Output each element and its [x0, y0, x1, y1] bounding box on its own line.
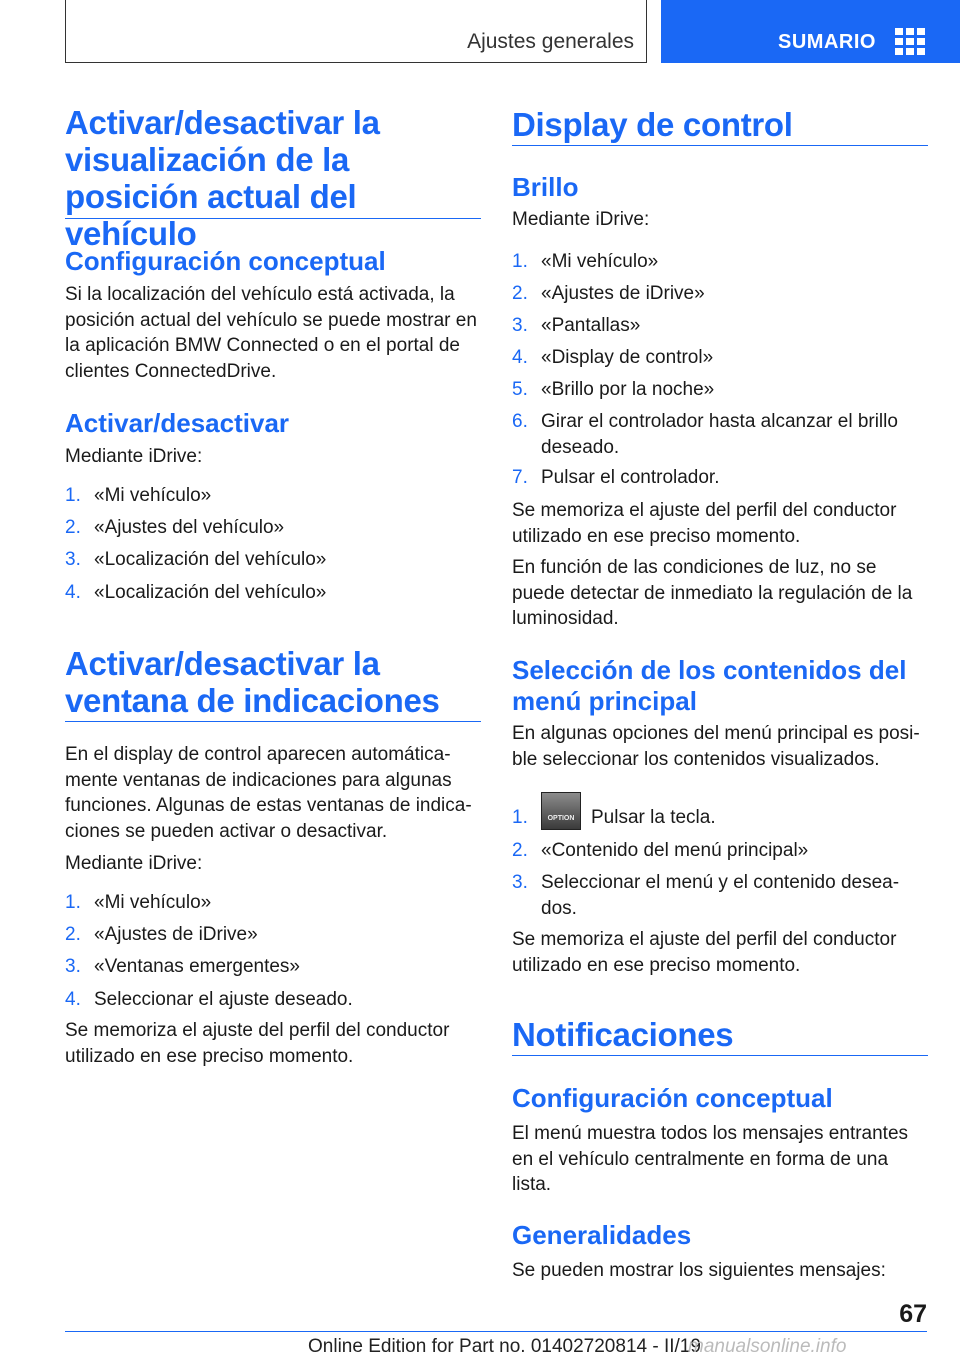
- list-item: 1. «Mi vehículo»: [65, 892, 212, 913]
- list-item: 4. «Localización del vehículo»: [65, 582, 327, 603]
- subheading-general: Generalidades: [512, 1220, 692, 1250]
- sumario-button[interactable]: [661, 0, 960, 63]
- list-item: 3. «Ventanas emergentes»: [65, 956, 300, 977]
- heading-rule: [65, 218, 481, 219]
- list-item: 6. Girar el controlador hasta alcanzar el brillo deseado.: [512, 411, 898, 458]
- list-item: 2. «Contenido del menú principal»: [512, 840, 809, 861]
- list-item: 3. «Localización del vehículo»: [65, 549, 327, 570]
- idrive-intro: Mediante iDrive:: [65, 446, 203, 467]
- menu-paragraph: En algunas opciones del menú principal es posible seleccionar los contenidos visualizados.: [512, 723, 920, 770]
- header-section-box: [65, 0, 647, 63]
- subheading-toggle: Activar/desactivar: [65, 408, 290, 438]
- subheading-concept: Configuración conceptual: [512, 1083, 833, 1113]
- list-item: 3. Seleccionar el menú y el contenido deseados.: [512, 872, 900, 919]
- list-item: 2. «Ajustes de iDrive»: [512, 283, 705, 304]
- list-item: 7. Pulsar el controlador.: [512, 467, 720, 488]
- page-number: 67: [899, 1300, 927, 1328]
- memo-paragraph: Se memoriza el ajuste del perfil del conductor utilizado en ese preciso momento.: [65, 1020, 450, 1067]
- list-item: 1. «Mi vehículo»: [512, 251, 659, 272]
- option-key-icon: OPTION: [541, 792, 581, 830]
- concept-paragraph: Si la localización del vehículo está activada, la posición actual del vehículo se puede mostrar en la aplicación BMW Connected o en el portal de clientes ConnectedDrive.: [65, 284, 477, 382]
- list-item: 5. «Brillo por la noche»: [512, 379, 715, 400]
- subheading-brillo: Brillo: [512, 172, 579, 202]
- section-title: Ajustes generales: [467, 30, 634, 53]
- heading-rule: [65, 721, 481, 722]
- info-paragraph: En el display de control aparecen automáticamente ventanas de indicaciones para algunas funciones. Algunas de estas ventanas de indicaciones se pueden activar o desactivar.: [65, 744, 472, 842]
- watermark: manualsonline.info: [688, 1336, 847, 1357]
- list-item: 3. «Pantallas»: [512, 315, 641, 336]
- general-paragraph: Se pueden mostrar los siguientes mensajes:: [512, 1260, 886, 1281]
- list-item: 1. «Mi vehículo»: [65, 485, 212, 506]
- heading-notifications: Notificaciones: [512, 1016, 734, 1053]
- subheading-concept: Configuración conceptual: [65, 246, 386, 276]
- memo-paragraph: Se memoriza el ajuste del perfil del conductor utilizado en ese preciso momento.: [512, 500, 897, 547]
- idrive-intro: Mediante iDrive:: [65, 853, 203, 874]
- light-paragraph: En función de las condiciones de luz, no se puede detectar de inmediato la regulación de la luminosidad.: [512, 557, 913, 629]
- grid-menu-icon: [895, 28, 925, 54]
- list-item: 1. OPTION Pulsar la tecla.: [512, 805, 928, 831]
- list-item: 2. «Ajustes del vehículo»: [65, 517, 285, 538]
- footer-rule: [65, 1331, 927, 1332]
- heading-control-display: Display de control: [512, 106, 793, 143]
- heading-rule: [512, 1055, 928, 1056]
- subheading-main-menu: Selección de los contenidos del menú principal: [512, 655, 907, 716]
- list-item: 4. Seleccionar el ajuste deseado.: [65, 989, 353, 1010]
- concept-paragraph: El menú muestra todos los mensajes entrantes en el vehículo centralmente en forma de una lista.: [512, 1123, 909, 1195]
- sumario-label: SUMARIO: [778, 31, 876, 53]
- memo-paragraph: Se memoriza el ajuste del perfil del conductor utilizado en ese preciso momento.: [512, 929, 897, 976]
- heading-rule: [512, 145, 928, 146]
- list-item: 2. «Ajustes de iDrive»: [65, 924, 258, 945]
- edition-text: Online Edition for Part no. 01402720814 - II/19: [308, 1336, 701, 1357]
- list-item: 4. «Display de control»: [512, 347, 714, 368]
- heading-info-windows: Activar/desactivar la ventana de indicaciones: [65, 645, 440, 719]
- idrive-intro: Mediante iDrive:: [512, 209, 650, 230]
- heading-vehicle-position: Activar/desactivar la visualización de la posición actual del vehículo: [65, 104, 380, 252]
